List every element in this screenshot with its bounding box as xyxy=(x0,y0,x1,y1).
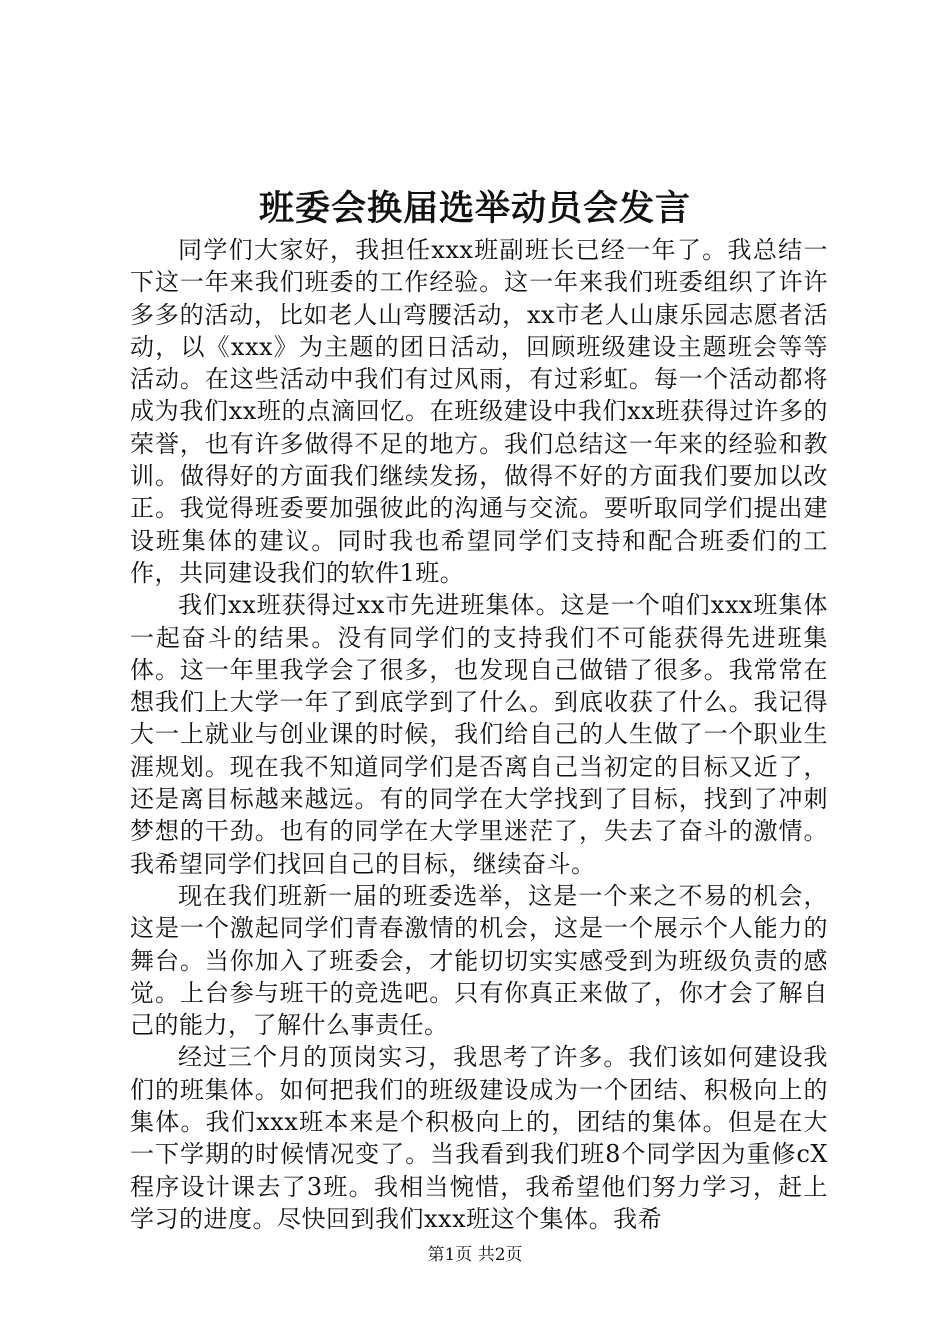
paragraph-2: 我们xx班获得过xx市先进班集体。这是一个咱们xxx班集体一起奋斗的结果。没有同学们的支持我们不可能获得先进班集体。这一年里我学会了很多，也发现自己做错了很多。我常常在想我们上大学一年了到底学到了什么。到底收获了什么。我记得大一上就业与创业课的时候，我们给自己的人生做了一个职业生涯规划。现在我不知道同学们是否离自己当初定的目标又近了，还是离目标越来越远。有的同学在大学找到了目标，找到了冲刺梦想的干劲。也有的同学在大学里迷茫了，失去了奋斗的激情。我希望同学们找回自己的目标，继续奋斗。 xyxy=(130,591,828,878)
paragraph-4: 经过三个月的顶岗实习，我思考了许多。我们该如何建设我们的班集体。如何把我们的班级建设成为一个团结、积极向上的集体。我们xxx班本来是个积极向上的，团结的集体。但是在大一下学期的时候情况变了。当我看到我们班8个同学因为重修cX程序设计课去了3班。我相当惋惜，我希望他们努力学习，赶上学习的进度。尽快回到我们xxx班这个集体。我希 xyxy=(130,1043,828,1233)
paragraph-3: 现在我们班新一届的班委选举，这是一个来之不易的机会，这是一个激起同学们青春激情的机会，这是一个展示个人能力的舞台。当你加入了班委会，才能切切实实感受到为班级负责的感觉。上台参与班干的竞选吧。只有你真正来做了，你才会了解自己的能力，了解什么事责任。 xyxy=(130,881,828,1040)
page-number-indicator: 第1页 共2页 xyxy=(427,1245,523,1265)
paragraph-1: 同学们大家好，我担任xxx班副班长已经一年了。我总结一下这一年来我们班委的工作经验。这一年来我们班委组织了许许多多的活动，比如老人山弯腰活动，xx市老人山康乐园志愿者活动，以《xxx》为主题的团日活动，回顾班级建设主题班会等等活动。在这些活动中我们有过风雨，有过彩虹。每一个活动都将成为我们xx班的点滴回忆。在班级建设中我们xx班获得过许多的荣誉，也有许多做得不足的地方。我们总结这一年来的经验和教训。做得好的方面我们继续发扬，做得不好的方面我们要加以改正。我觉得班委要加强彼此的沟通与交流。要听取同学们提出建设班集体的建议。同时我也希望同学们支持和配合班委们的工作，共同建设我们的软件1班。 xyxy=(130,236,828,587)
document-title: 班委会换届选举动员会发言 xyxy=(258,188,691,229)
page-footer xyxy=(0,1243,950,1267)
document-body xyxy=(130,234,828,1235)
